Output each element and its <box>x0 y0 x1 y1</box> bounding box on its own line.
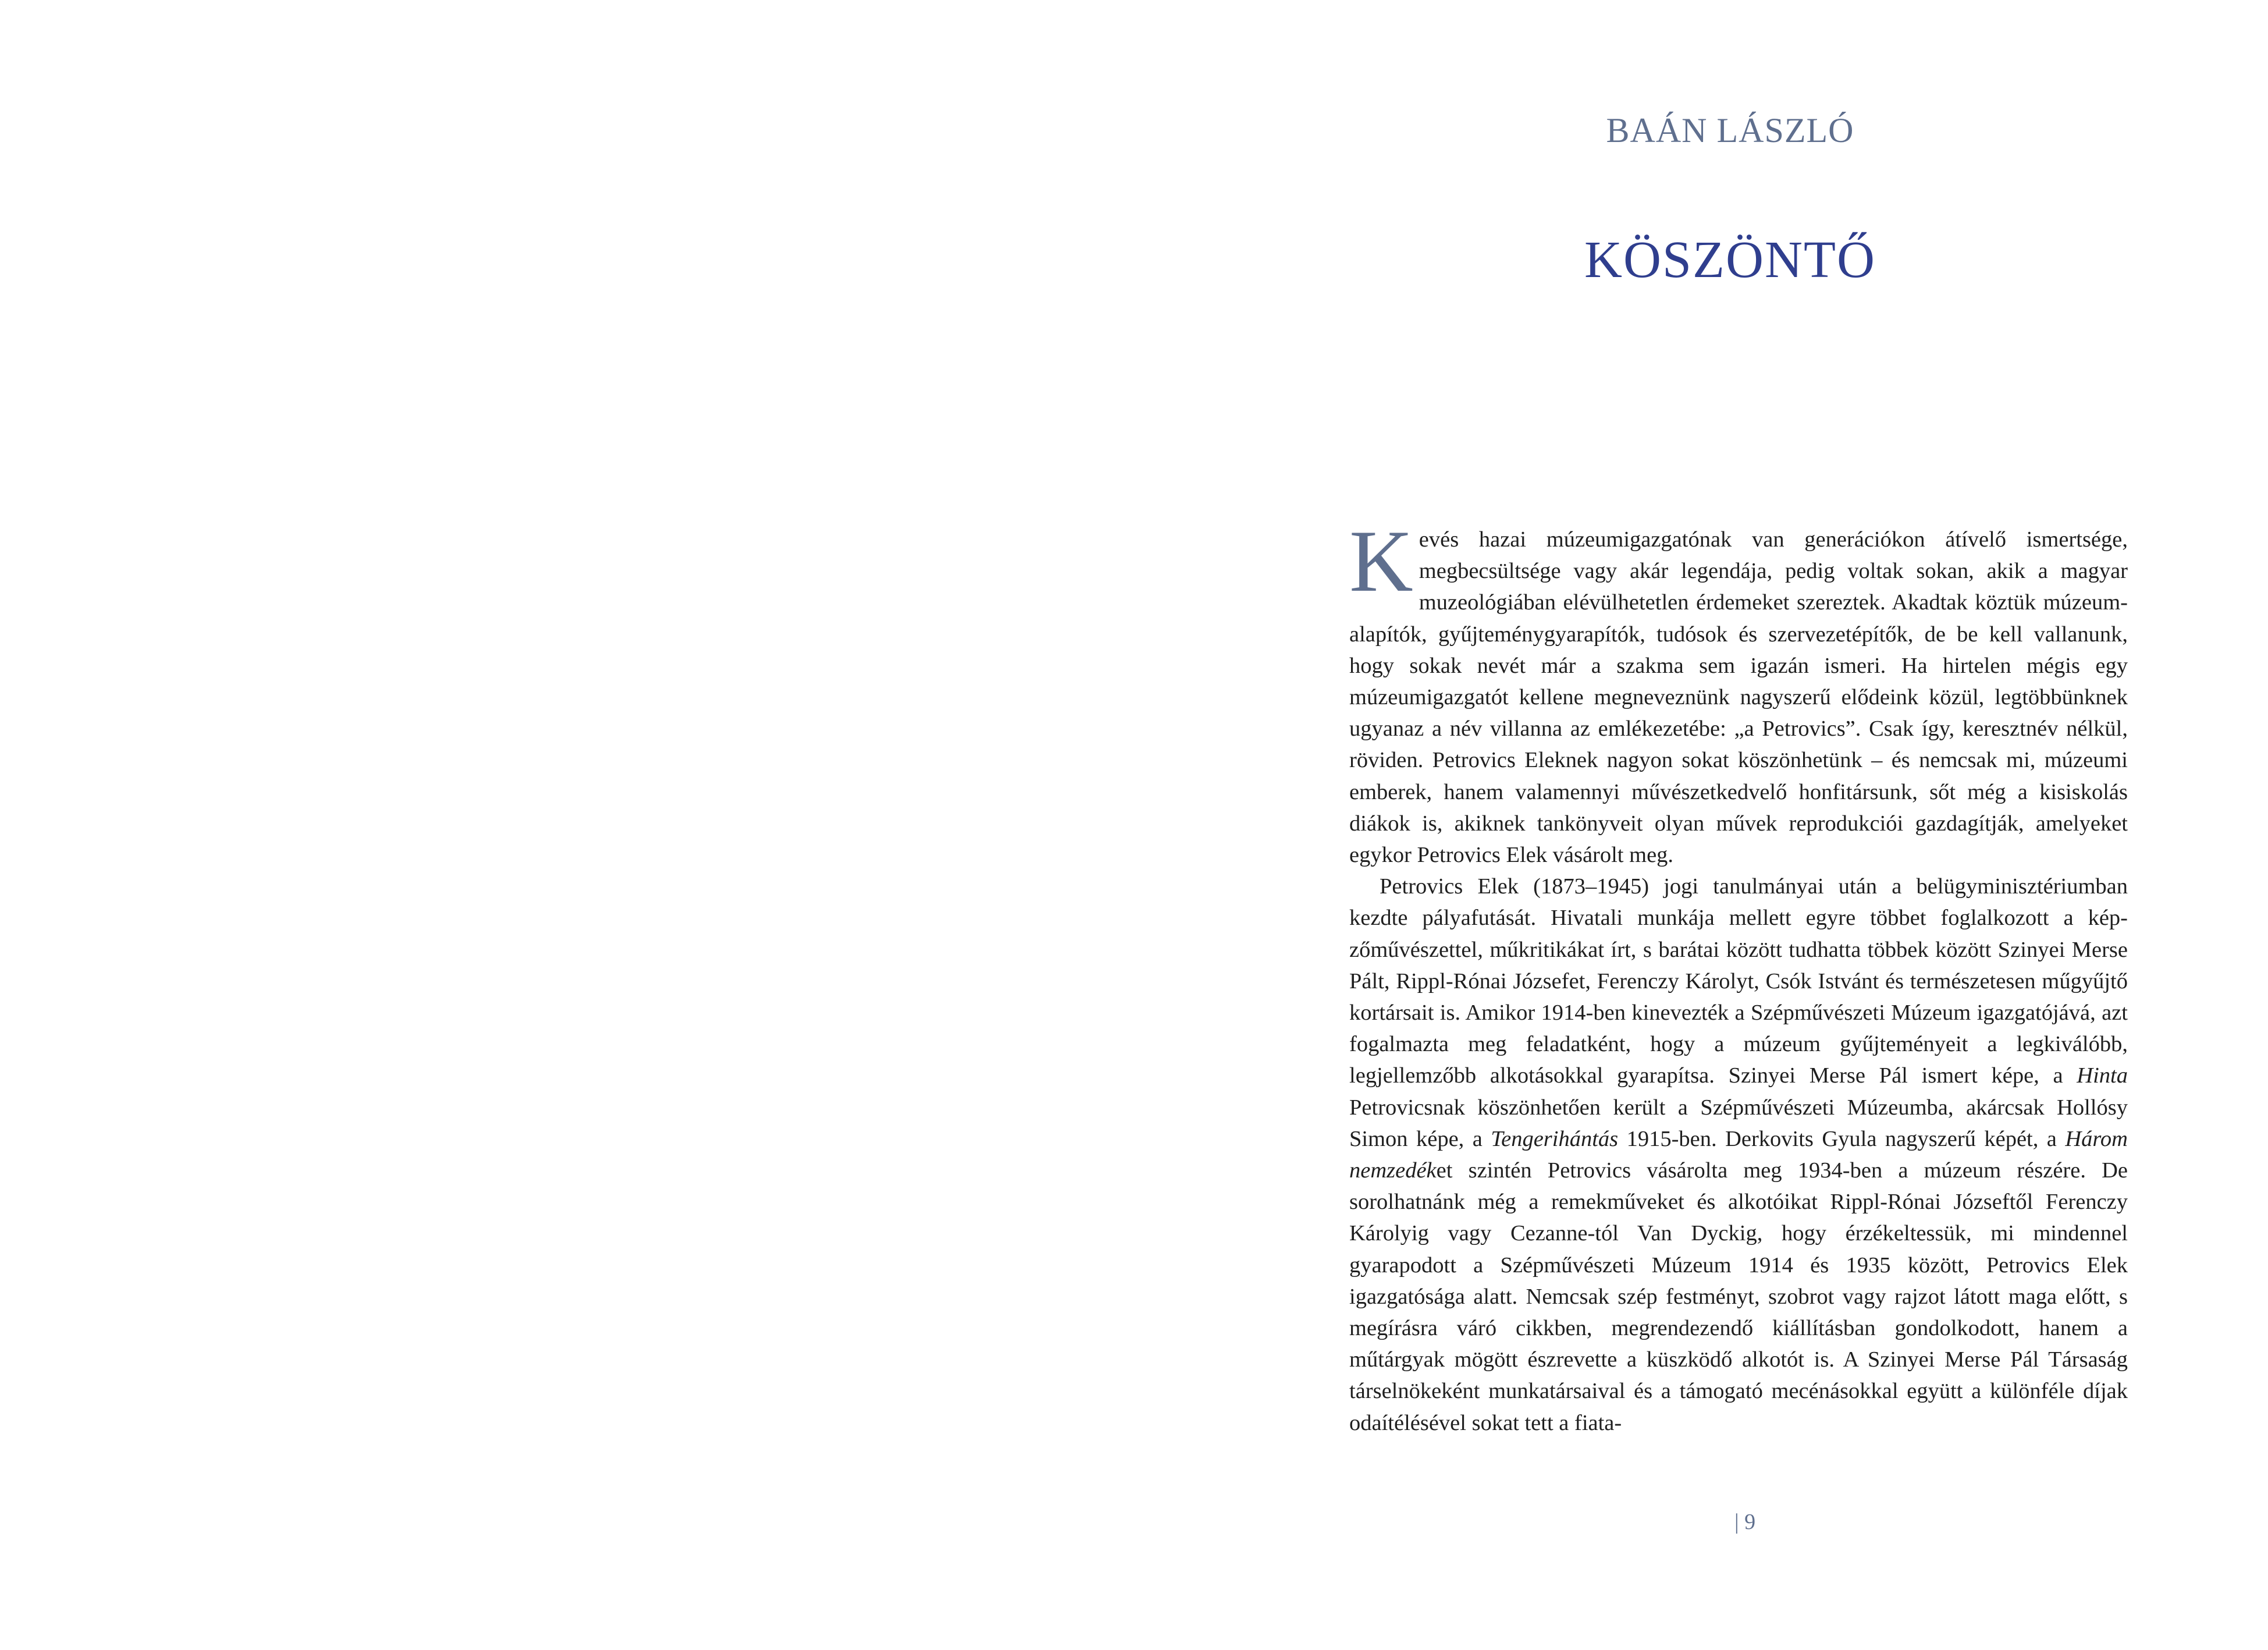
body-text <box>1349 512 2128 1439</box>
paragraph-1-text: evés hazai múzeumigazgatónak van generációkon átívelő ismertsége, megbecsültsége vagy akár legendája, pedig voltak sokan, akik a magyar muzeológiában elévülhetetlen érdemeket szereztek. Akadtak köztük múzeumalapítók, gyűjteménygyarapítók, tudósok és szervezetépítők, de be kell vallanunk, hogy sokak nevét már a szakma sem igazán ismeri. Ha hirtelen mégis egy múzeumigazgatót kellene megneveznünk nagyszerű elődeink közül, legtöbbünknek ugyanaz a név villanna az emlékezetébe: „a Petrovics”. Csak így, keresztnév nélkül, röviden. Petrovics Eleknek nagyon sokat köszönhetünk – és nemcsak mi, múzeumi emberek, hanem valamennyi művészetkedvelő honfitársunk, sőt még a kisiskolás diákok is, akiknek tankönyveit olyan művek reprodukciói gazdagítják, amelyeket egykor Petrovics Elek vásárolt meg. <box>1349 527 2128 868</box>
drop-cap: K <box>1349 512 1413 610</box>
author-name-text: BAÁN LÁSZLÓ <box>1606 111 1854 150</box>
author-name <box>1134 111 2268 151</box>
artwork-title-harom-nemzedek: Három nemzedék <box>1349 1126 2128 1183</box>
paragraph-1 <box>1349 512 2128 871</box>
page-title <box>1134 230 2268 290</box>
right-page <box>1134 0 2268 1650</box>
page-title-text: KÖSZÖNTŐ <box>1584 231 1876 289</box>
page-number: | 9 <box>1734 1510 1756 1534</box>
paragraph-2-text-part2: Petrovicsnak köszönhetően került a Szépművészeti Múzeumba, akárcsak Hollósy Simon képe, a <box>1349 1095 2128 1151</box>
paragraph-2-text-part3: 1915-ben. Derkovits Gyula nagyszerű képét, a <box>1618 1126 2066 1151</box>
paragraph-2-text-part4: et szintén Petrovics vásárolta meg 1934-ben a múzeum részére. De sorolhatnánk még a remekműveket és alkotóikat Rippl-Rónai Józseftől Ferenczy Károlyig vagy Cezanne-tól Van Dyckig, hogy érzékeltessük, mi mindennel gyarapodott a Szépművészeti Múzeum 1914 és 1935 között, Petrovics Elek igazgatósága alatt. Nemcsak szép festményt, szobrot vagy rajzot látott maga előtt, s megírásra váró cikkben, megrendezendő kiállításban gondolkodott, hanem a műtárgyak mögött észrevette a küszködő alkotót is. A Szinyei Merse Pál Társaság társelnökeként munkatársaival és a támogató mecénásokkal együtt a különféle díjak odaítélésével sokat tett a fiata- <box>1349 1158 2128 1435</box>
artwork-title-tengerihantas: Tengerihántás <box>1491 1126 1619 1151</box>
paragraph-2 <box>1349 871 2128 1439</box>
artwork-title-hinta: Hinta <box>2077 1063 2128 1088</box>
paragraph-2-text-part1: Petrovics Elek (1873–1945) jogi tanulmányai után a belügyminisztériumban kezdte pályafutását. Hivatali munkája mellett egyre többet foglalkozott a képzőművészettel, műkritikákat írt, s barátai között tudhatta többek között Szinyei Merse Pált, Rippl-Rónai Józsefet, Ferenczy Károlyt, Csók Istvánt és természetesen műgyűjtő kortársait is. Amikor 1914-ben kinevezték a Szépművészeti Múzeum igazgatójává, azt fogalmazta meg feladatként, hogy a múzeum gyűjteményeit a legkiválóbb, legjellemzőbb alkotásokkal gyarapítsa. Szinyei Merse Pál ismert képe, a <box>1349 874 2128 1088</box>
